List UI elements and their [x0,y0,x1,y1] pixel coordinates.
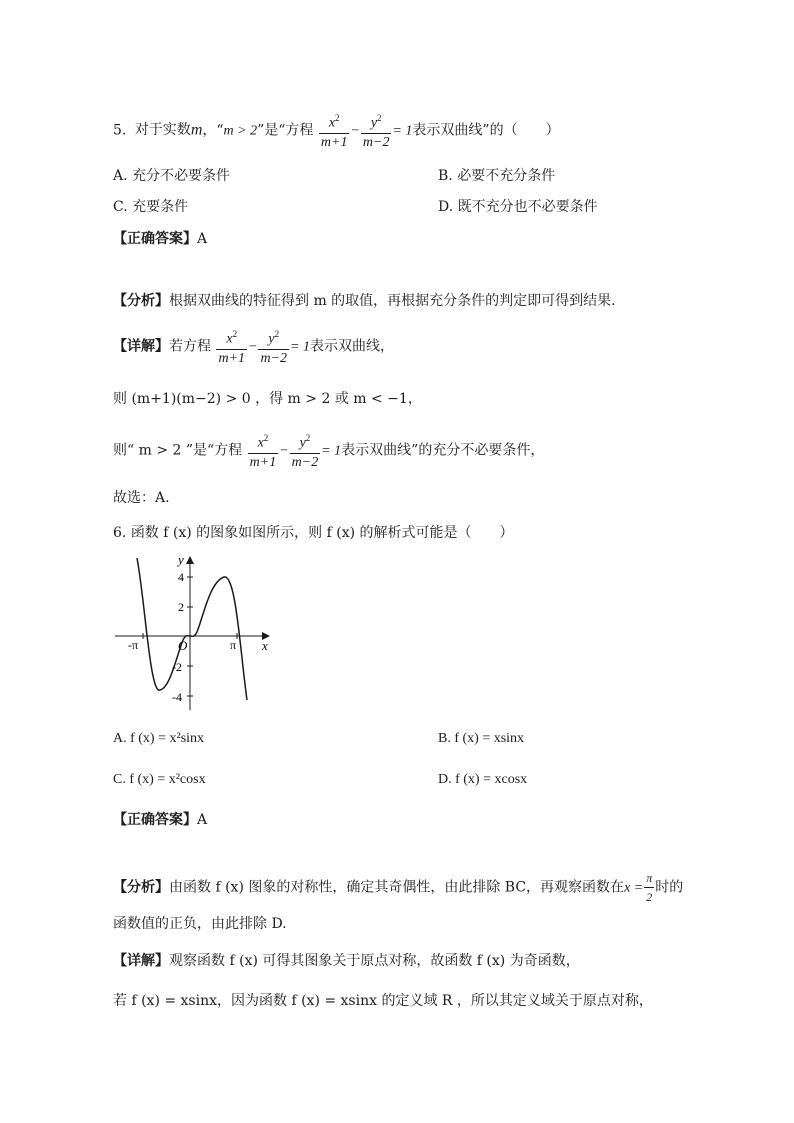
function-curve [137,558,247,700]
q5-number: 5. [113,122,127,139]
q6-analysis-2: 函数值的正负，由此排除 D. [113,916,287,932]
q5-stem [113,110,560,151]
q5-option-c[interactable]: C. 充要条件 [113,199,189,215]
q5-frac-x: $\frac{x^2}{m+1}$ [319,110,350,151]
q6-function-graph [110,550,280,720]
y-label: y [178,552,184,567]
q5-analysis: 【分析】根据双曲线的特征得到 m 的取值，再根据充分条件的判定即可得到结果. [113,293,616,309]
y-axis-arrow [186,556,194,564]
q6-option-c[interactable]: C. f (x) = x²cosx [113,772,206,787]
q6-option-b[interactable]: B. f (x) = xsinx [438,731,525,746]
q5-eq: = 1 [392,123,413,139]
q5-stem-post: 表示双曲线”的（ ） [412,122,560,139]
q5-conclude: 故选：A. [113,490,170,506]
q5-option-a[interactable]: A. 充分不必要条件 [113,168,231,184]
tick-x-negpi: -π [128,638,139,652]
q6-analysis: 【分析】由函数 f (x) 图象的对称性，确定其奇偶性，由此排除 BC，再观察函数在x = $\frac{\pi}{2}$ 时的 [113,871,684,904]
q5-minus: − [350,123,360,139]
q6-stem: 6. 函数 f (x) 的图象如图所示，则 f (x) 的解析式可能是（ ） [113,525,514,541]
q5-option-b[interactable]: B. 必要不充分条件 [438,168,556,184]
q6-detail-2: 若 f (x) = xsinx，因为函数 f (x) = xsinx 的定义域 R ，所以其定义域关于原点对称， [113,993,653,1009]
q5-answer: 【正确答案】A [113,231,208,247]
tick-y-2: 2 [178,600,184,614]
tick-y-4: 4 [178,570,184,584]
q5-stem-cond: ，“ [202,122,224,139]
x-label: x [262,638,268,653]
q5-stem-pre: 对于实数 [134,122,191,139]
tick-y-neg4: -4 [172,690,182,704]
q5-detail-3: 则“ m > 2 ”是“方程 $\frac{x^2}{m+1}$ − $\frac{y^2}{m-2}$ = 1表示双曲线”的充分不必要条件， [113,430,544,471]
origin-label: O [178,638,188,653]
q5-option-d[interactable]: D. 既不充分也不必要条件 [438,199,598,215]
q5-detail-2: 则 (m+1)(m−2) > 0 ，得 m > 2 或 m < −1， [113,391,422,407]
q5-frac-y: $\frac{y^2}{m-2}$ [361,110,392,151]
q6-option-a[interactable]: A. f (x) = x²sinx [113,731,205,746]
tick-x-pi: π [230,638,237,652]
q5-cond: m > 2 [223,123,258,139]
q6-option-d[interactable]: D. f (x) = xcosx [438,772,528,787]
q6-detail-1: 【详解】观察函数 f (x) 可得其图象关于原点对称，故函数 f (x) 为奇函数， [113,953,580,969]
q5-detail-1: 【详解】若方程 $\frac{x^2}{m+1}$ − $\frac{y^2}{m-2}$ = 1表示双曲线， [113,326,394,367]
q6-answer: 【正确答案】A [113,812,208,828]
q5-stem-mid: ”是“方程 [257,122,314,139]
q5-var-m: m [190,121,203,139]
tick-y-neg2: -2 [172,660,182,674]
